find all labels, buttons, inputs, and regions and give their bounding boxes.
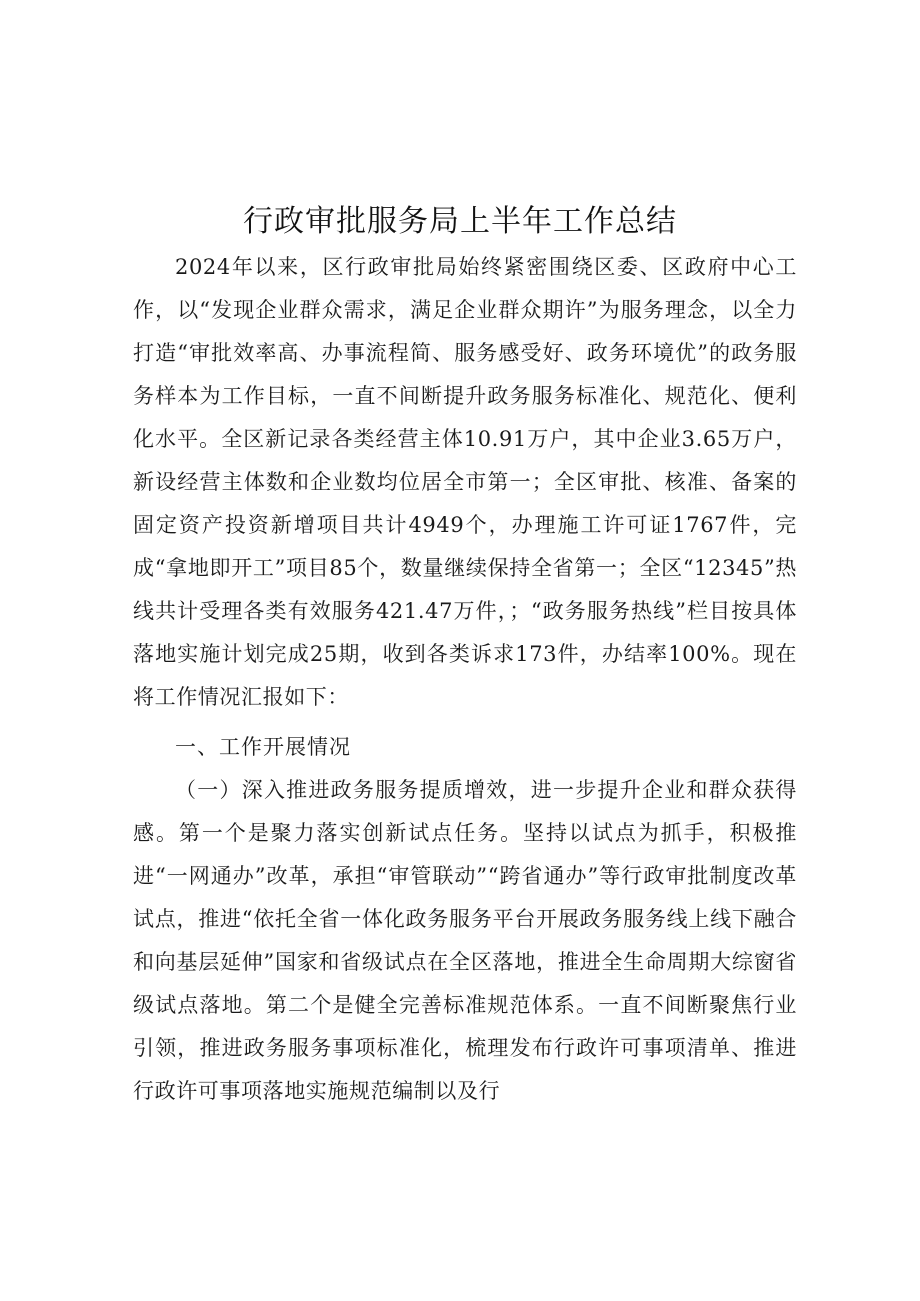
- intro-paragraph: 2024年以来，区行政审批局始终紧密围绕区委、区政府中心工作，以“发现企业群众需求，满足企业群众期许”为服务理念，以全力打造“审批效率高、办事流程简、服务感受好、政务环境优”的政务服务样本为工作目标，一直不间断提升政务服务标准化、规范化、便利化水平。全区新记录各类经营主体10.91万户，其中企业3.65万户，新设经营主体数和企业数均位居全市第一；全区审批、核准、备案的固定资产投资新增项目共计4949个，办理施工许可证1767件，完成“拿地即开工”项目85个，数量继续保持全省第一；全区“12345”热线共计受理各类有效服务421.47万件，；“政务服务热线”栏目按具体落地实施计划完成25期，收到各类诉求173件，办结率100%。现在将工作情况汇报如下：: [133, 255, 797, 709]
- section-heading: 一、工作开展情况: [175, 735, 351, 759]
- document-title: 行政审批服务局上半年工作总结: [243, 204, 677, 239]
- body-paragraph: （一）深入推进政务服务提质增效，进一步提升企业和群众获得感。第一个是聚力落实创新试点任务。坚持以试点为抓手，积极推进“一网通办”改革，承担“审管联动”“跨省通办”等行政审批制度改革试点，推进“依托全省一体化政务服务平台开展政务服务线上线下融合和向基层延伸”国家和省级试点在全区落地，推进全生命周期大综窗省级试点落地。第二个是健全完善标准规范体系。一直不间断聚焦行业引领，推进政务服务事项标准化，梳理发布行政许可事项清单、推进行政许可事项落地实施规范编制以及行: [133, 778, 797, 1103]
